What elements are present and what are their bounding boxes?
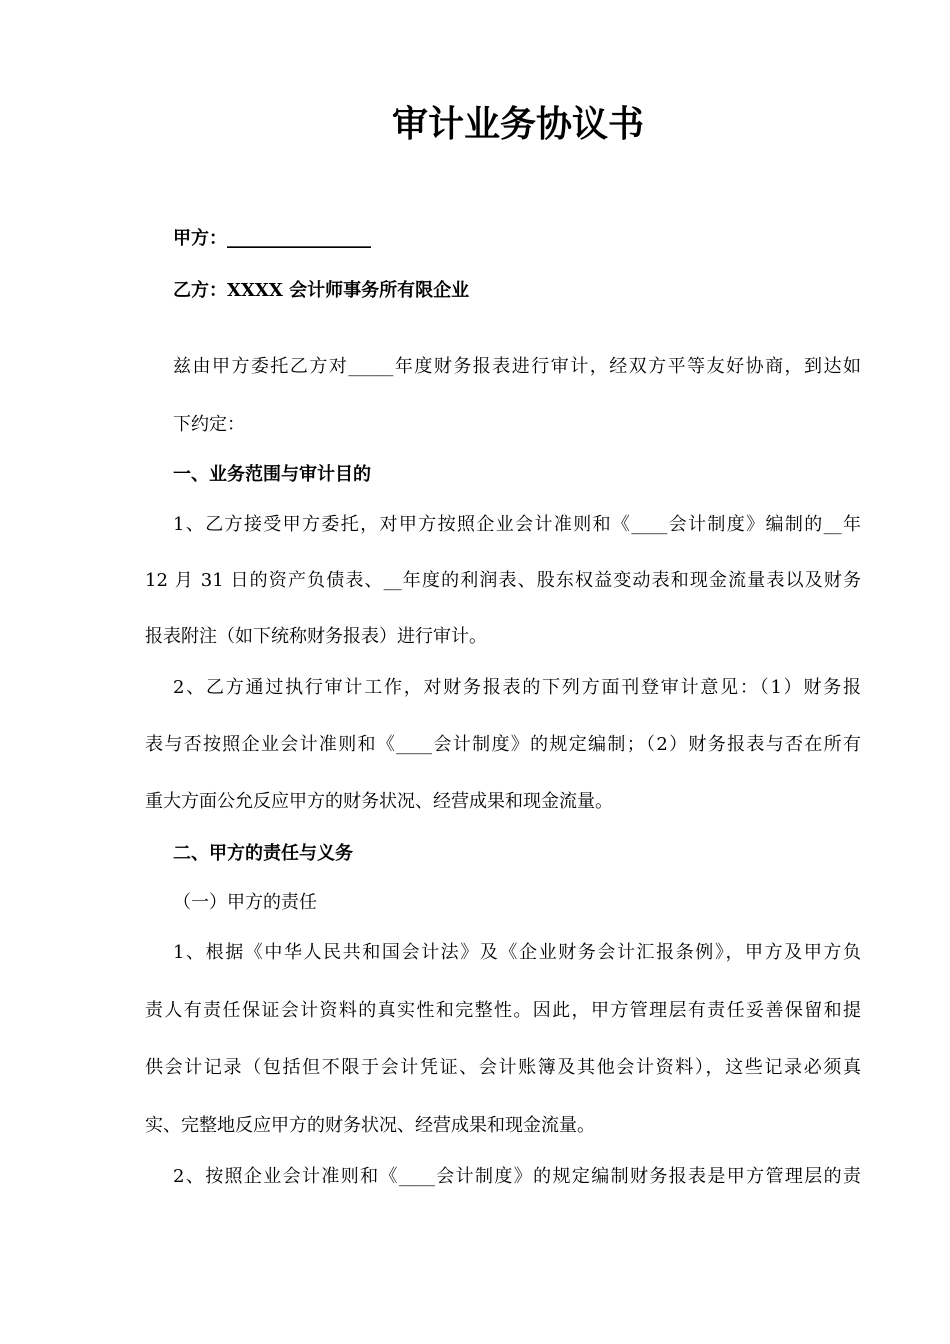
- intro-line-1: [173, 355, 861, 379]
- document-title: 审计业务协议书: [391, 103, 644, 145]
- party-a-line: [173, 227, 371, 251]
- s1-item1-text-b: 会计制度》编制的: [667, 514, 824, 535]
- s1-item1-text-a: 1、乙方接受甲方委托，对甲方按照企业会计准则和《: [173, 514, 632, 535]
- s1-item1-text-c: 年: [841, 514, 862, 535]
- party-a-label: 甲方：: [173, 228, 227, 249]
- party-b-label: 乙方：: [173, 280, 227, 301]
- s1-item1-line1: [173, 513, 861, 537]
- s1-item1-blank-2: __: [823, 514, 842, 535]
- s1-item1-line2: [145, 569, 861, 593]
- intro-text-b: 年度财务报表进行审计，经双方平等友好协商，到达如: [393, 356, 862, 377]
- s2-item1-line2: 责人有责任保证会计资料的真实性和完整性。因此，甲方管理层有责任妥善保留和提: [145, 1000, 861, 1021]
- s1-item1-blank-1: ____: [631, 514, 668, 535]
- s1-item2-line2: [145, 733, 861, 757]
- s1-item1-text-d: 年度的利润表、股东权益变动表和现金流量表以及财务: [401, 570, 861, 591]
- party-b-line: [173, 279, 469, 303]
- section2-subheading: （一）甲方的责任: [173, 892, 317, 913]
- intro-year-blank: _____: [348, 356, 394, 377]
- s2-item2-text-b: 会计制度》的规定编制财务报表是甲方管理层的责: [434, 1166, 862, 1187]
- s1-item2-line3: 重大方面公允反应甲方的财务状况、经营成果和现金流量。: [145, 791, 613, 812]
- s1-item2-blank: ____: [396, 734, 433, 755]
- party-b-value: XXXX 会计师事务所有限企业: [227, 280, 470, 301]
- s1-item1-line3: 报表附注（如下统称财务报表）进行审计。: [145, 626, 487, 647]
- s1-item2-text-b: 会计制度》的规定编制；（2）财务报表与否在所有: [432, 734, 861, 755]
- s2-item2-blank: ____: [398, 1166, 435, 1187]
- party-a-blank: ________________: [227, 228, 371, 249]
- s1-item1-blank-3: __: [383, 570, 402, 591]
- section1-heading: 一、业务范围与审计目的: [173, 464, 371, 485]
- s2-item1-line4: 实、完整地反应甲方的财务状况、经营成果和现金流量。: [145, 1115, 595, 1136]
- s2-item2-text-a: 2、按照企业会计准则和《: [173, 1166, 399, 1187]
- section2-heading: 二、甲方的责任与义务: [173, 843, 353, 864]
- s1-item2-text-a: 表与否按照企业会计准则和《: [145, 734, 397, 755]
- s1-item2-line1: 2、乙方通过执行审计工作，对财务报表的下列方面刊登审计意见：（1）财务报: [173, 677, 861, 698]
- intro-text-a: 兹由甲方委托乙方对: [173, 356, 349, 377]
- s2-item1-line1: 1、根据《中华人民共和国会计法》及《企业财务会计汇报条例》，甲方及甲方负: [173, 942, 861, 963]
- s2-item2-line1: [173, 1165, 861, 1189]
- s2-item1-line3: 供会计记录（包括但不限于会计凭证、会计账簿及其他会计资料），这些记录必须真: [145, 1057, 861, 1078]
- intro-line-2: 下约定：: [173, 414, 245, 435]
- s1-item1-date: 12 月 31 日的资产负债表、: [145, 570, 384, 591]
